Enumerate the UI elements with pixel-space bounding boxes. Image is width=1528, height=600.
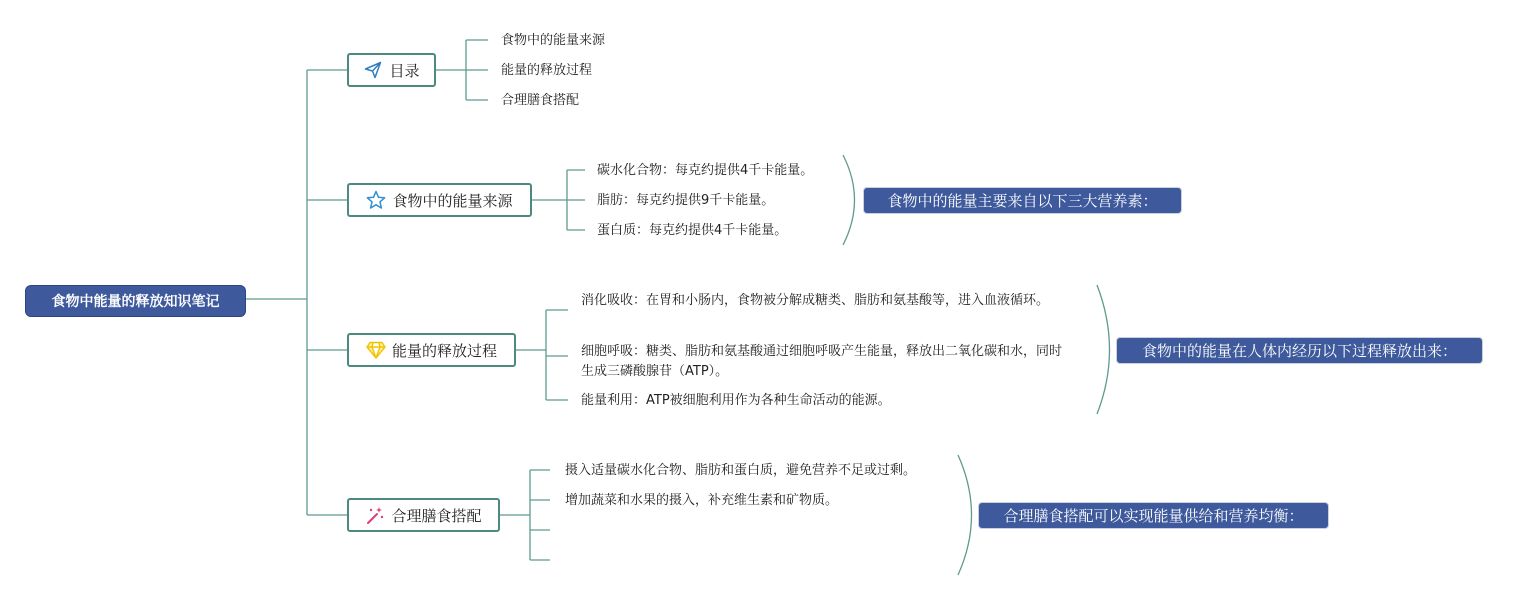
diamond-icon	[366, 340, 386, 360]
toc-item[interactable]: 食物中的能量来源	[501, 33, 606, 48]
summary-energy-release-text: 食物中的能量在人体内经历以下过程释放出来：	[1141, 342, 1457, 360]
root-title: 食物中能量的释放知识笔记	[51, 294, 220, 310]
paper-plane-icon	[363, 60, 383, 80]
diet-item[interactable]: 摄入适量碳水化合物、脂肪和蛋白质，避免营养不足或过剩。	[565, 463, 917, 478]
summary-energy-sources[interactable]	[863, 187, 1182, 214]
topic-toc[interactable]	[347, 53, 436, 87]
process-item[interactable]: 能量利用：ATP被细胞利用作为各种生命活动的能源。	[581, 393, 891, 408]
summary-energy-sources-text: 食物中的能量主要来自以下三大营养素：	[887, 192, 1158, 210]
process-item[interactable]: 细胞呼吸：糖类、脂肪和氨基酸通过细胞呼吸产生能量，释放出二氧化碳和水，同时生成三磷酸腺苷（ATP）。	[581, 344, 1063, 379]
diet-item[interactable]: 增加蔬菜和水果的摄入，补充维生素和矿物质。	[565, 493, 839, 508]
process-item[interactable]: 消化吸收：在胃和小肠内，食物被分解成糖类、脂肪和氨基酸等，进入血液循环。	[581, 293, 1050, 308]
summary-balanced-diet-text: 合理膳食搭配可以实现能量供给和营养均衡：	[1003, 507, 1304, 525]
topic-balanced-diet-label: 合理膳食搭配	[391, 506, 482, 525]
topic-energy-sources[interactable]	[347, 183, 532, 217]
topic-energy-release-label: 能量的释放过程	[391, 341, 497, 360]
topic-energy-release[interactable]	[347, 333, 516, 367]
summary-balanced-diet[interactable]	[978, 502, 1329, 529]
sources-item[interactable]: 脂肪：每克约提供9千卡能量。	[597, 193, 775, 208]
root-topic[interactable]	[25, 285, 246, 317]
topic-balanced-diet[interactable]	[347, 498, 500, 532]
summary-energy-release[interactable]	[1116, 337, 1483, 364]
star-icon	[366, 190, 386, 210]
topic-toc-label: 目录	[389, 61, 420, 80]
toc-item[interactable]: 合理膳食搭配	[501, 93, 580, 108]
magic-wand-icon	[365, 505, 385, 525]
sources-item[interactable]: 蛋白质：每克约提供4千卡能量。	[597, 223, 788, 238]
sources-item[interactable]: 碳水化合物：每克约提供4千卡能量。	[597, 163, 814, 178]
topic-energy-sources-label: 食物中的能量来源	[392, 191, 513, 210]
toc-item[interactable]: 能量的释放过程	[501, 63, 593, 78]
